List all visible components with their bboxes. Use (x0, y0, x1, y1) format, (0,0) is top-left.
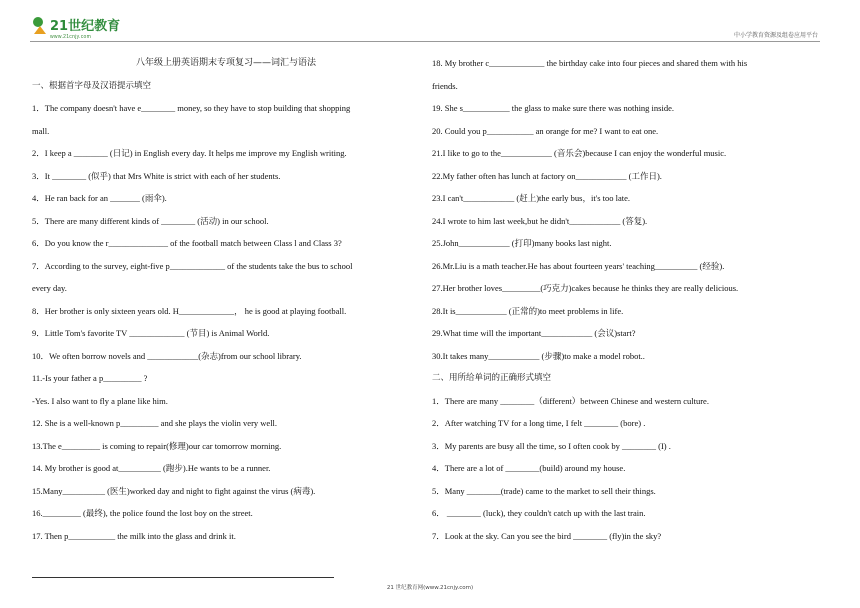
question-line: 2．I keep a ________ (日记) in English every day. It helps me improve my English writing. (32, 148, 347, 158)
question-line: 9．Little Tom's favorite TV _____________ (节目) is Animal World. (32, 328, 270, 338)
question-line: 28.It is____________ (正常的)to meet problems in life. (432, 305, 624, 316)
question-line: 4．He ran back for an _______ (雨伞). (32, 193, 167, 203)
question-line: 13.The e_________ is coming to repair(修理)our car tomorrow morning. (32, 440, 282, 451)
question-line: 21.I like to go to the____________ (音乐会)because I can enjoy the wonderful music. (432, 148, 727, 158)
question-line: 11.-Is your father a p_________ ? (32, 373, 148, 383)
question-line: 7．According to the survey, eight-five p_____________ of the students take the bus to school (32, 260, 353, 271)
question-line: 16._________ (最终), the police found the lost boy on the street. (32, 508, 253, 518)
question-line: 7．Look at the sky. Can you see the bird ________ (fly)in the sky? (432, 530, 662, 541)
question-line: 1．There are many ________（different）between Chinese and western culture. (432, 395, 709, 406)
question-line: 12. She is a well-known p_________ and she plays the violin very well. (32, 418, 278, 428)
left-column (32, 52, 420, 547)
question-line: 5．Many ________(trade) came to the market to sell their things. (432, 485, 656, 496)
question-line: 23.I can't____________ (赶上)the early bus，it's too late. (432, 193, 631, 203)
platform-name: 中小学教育资源及组卷应用平台 (733, 32, 818, 39)
question-line: 22.My father often has lunch at factory on____________ (工作日). (432, 170, 662, 181)
question-line: friends. (432, 80, 458, 91)
question-line: 6． ________ (luck), they couldn't catch up with the last train. (432, 508, 646, 518)
question-line: every day. (32, 283, 67, 293)
question-line: 18. My brother c_____________ the birthday cake into four pieces and shared them with his (432, 58, 748, 68)
question-line: 6．Do you know the r______________ of the football match between Class l and Class 3? (32, 238, 342, 248)
logo-graphic (30, 14, 130, 36)
question-line: 10．We often borrow novels and ____________(杂志)from our school library. (32, 350, 302, 361)
header-divider (30, 41, 820, 42)
section-heading-1: 一、根据首字母及汉语提示填空 (32, 80, 152, 91)
question-line: 26.Mr.Liu is a math teacher.He has about fourteen years' teaching__________ (经验). (432, 260, 725, 271)
question-line: 2．After watching TV for a long time, I felt ________ (bore) . (432, 418, 646, 428)
question-line: 1．The company doesn't have e________ money, so they have to stop building that shopping (32, 103, 351, 113)
question-line: -Yes. I also want to fly a plane like him. (32, 395, 168, 406)
question-line: 14. My brother is good at__________ (跑步).He wants to be a runner. (32, 463, 271, 473)
page-footer: 21 世纪教育网(www.21cnjy.com) (386, 585, 474, 591)
question-line: 8．Her brother is only sixteen years old. H_____________， he is good at playing football. (32, 305, 347, 316)
question-line: 29.What time will the important____________ (会议)start? (432, 328, 636, 338)
question-line: mall. (32, 125, 50, 136)
question-line: 25.John____________ (打印)many books last night. (432, 238, 612, 248)
question-line: 15.Many__________ (医生)worked day and night to fight against the virus (病毒). (32, 485, 316, 496)
right-column (432, 52, 824, 547)
question-line: 3．My parents are busy all the time, so I often cook by ________ (I) . (432, 440, 671, 451)
footer-divider (32, 577, 334, 578)
question-line: 4．There are a lot of ________(build) around my house. (432, 463, 626, 473)
question-line: 17. Then p___________ the milk into the glass and drink it. (32, 530, 236, 541)
question-line: 30.It takes many____________ (步骤)to make a model robot.. (432, 350, 645, 361)
section-heading-2: 二、用所给单词的正确形式填空 (432, 373, 552, 383)
question-line: 24.I wrote to him last week,but he didn't____________ (答复). (432, 215, 648, 226)
logo-text: 21世纪教育 (50, 19, 121, 34)
logo-subtitle: www.21cnjy.com (50, 34, 92, 40)
question-line: 3．It ________ (似乎) that Mrs White is strict with each of her students. (32, 170, 281, 181)
question-line: 20. Could you p___________ an orange for me? I want to eat one. (432, 125, 659, 136)
question-line: 19. She s___________ the glass to make sure there was nothing inside. (432, 103, 674, 113)
page-title: 八年级上册英语期末专项复习——词汇与语法 (135, 58, 316, 68)
question-line: 27.Her brother loves_________(巧克力)cakes because he thinks they are really delicious. (432, 283, 739, 293)
question-line: 5．There are many different kinds of ________ (活动) in our school. (32, 215, 269, 226)
